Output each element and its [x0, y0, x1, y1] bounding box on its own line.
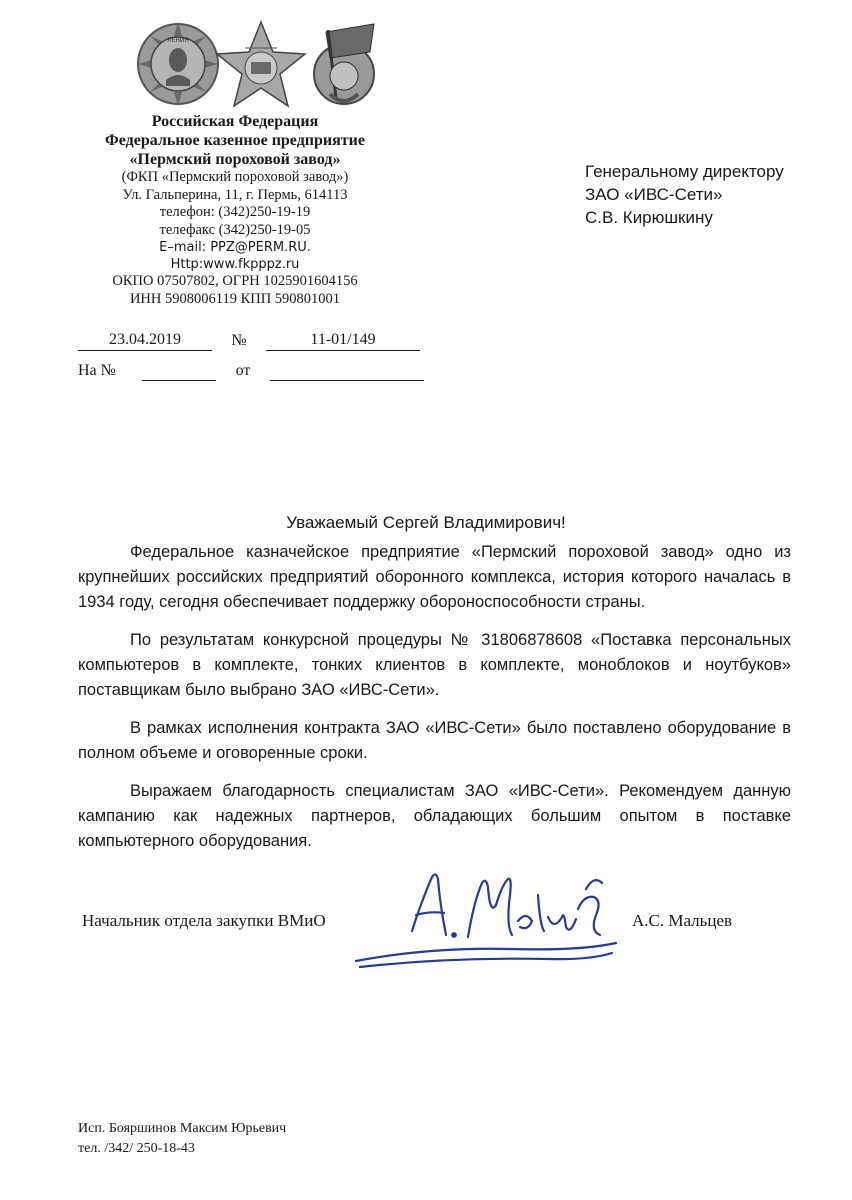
incoming-number-field: [142, 360, 216, 381]
executor-name: Исп. Бояршинов Максим Юрьевич: [78, 1121, 287, 1136]
letterhead-short-name: (ФКП «Пермский пороховой завод»): [121, 169, 349, 185]
letterhead: [40, 112, 430, 308]
order-of-lenin-icon: [138, 22, 218, 106]
body-paragraph-3: В рамках исполнения контракта ЗАО «ИВС-Сети» было поставлено оборудование в полном объеме и оговоренные сроки.: [78, 719, 791, 762]
order-of-red-star-icon: [217, 22, 305, 106]
letter-body: [78, 540, 791, 867]
letterhead-country: Российская Федерация: [151, 113, 319, 130]
addressee-company: ЗАО «ИВС-Сети»: [585, 185, 723, 204]
order-of-red-banner-icon: [314, 24, 374, 104]
order-emblem-text: ЛЕНИН: [167, 37, 189, 44]
incoming-date-label: от: [235, 362, 251, 379]
body-paragraph-2: По результатам конкурсной процедуры № 31806878608 «Поставка персональных компьютеров в комплекте, тонких клиентов в комплекте, моноблоков и ноутбуков» поставщикам было выбрано ЗАО «ИВС-Сети».: [78, 631, 791, 699]
incoming-reference: [78, 360, 424, 381]
addressee-name: С.В. Кирюшкину: [585, 208, 713, 227]
letterhead-okpo: ОКПО 07507802, ОГРН 1025901604156: [112, 273, 358, 289]
letterhead-website: Http:www.fkpppz.ru: [170, 257, 300, 272]
letterhead-email: E–mail: PPZ@PERM.RU.: [159, 240, 311, 255]
incoming-number-label: На №: [78, 362, 116, 379]
addressee-block: [585, 160, 835, 229]
signatory-title: Начальник отдела закупки ВМиО: [82, 911, 326, 930]
incoming-date-field: [270, 360, 424, 381]
orders-emblem-graphic: [130, 18, 392, 114]
executor-block: [78, 1119, 286, 1159]
handwritten-signature: [350, 865, 630, 975]
letterhead-address: Ул. Гальперина, 11, г. Пермь, 614113: [122, 186, 348, 203]
letter-date: 23.04.2019: [78, 330, 212, 351]
letterhead-phone: телефон: (342)250-19-19: [159, 204, 311, 220]
body-paragraph-1: Федеральное казначейское предприятие «Пермский пороховой завод» одно из крупнейших российских предприятий оборонного комплекса, история которого началась в 1934 году, сегодня обеспечивает поддержку обороноспособности страны.: [78, 543, 791, 611]
letterhead-org-type: Федеральное казенное предприятие: [105, 132, 365, 149]
letterhead-fax: телефакс (342)250-19-05: [159, 221, 311, 238]
signatory-name: А.С. Мальцев: [632, 911, 733, 930]
orders-emblem-row: [130, 18, 392, 114]
body-paragraph-4: Выражаем благодарность специалистам ЗАО «ИВС-Сети». Рекомендуем данную кампанию как надежных партнеров, обладающих большим опытом в поставке компьютерного оборудования.: [78, 782, 791, 850]
greeting: Уважаемый Сергей Владимирович!: [286, 513, 566, 532]
letter-number: 11-01/149: [266, 330, 420, 351]
outgoing-reference: [78, 330, 420, 351]
letterhead-org-name: «Пермский пороховой завод»: [129, 151, 341, 168]
letterhead-inn: ИНН 5908006119 КПП 590801001: [129, 290, 341, 307]
executor-phone: тел. /342/ 250-18-43: [78, 1141, 195, 1156]
addressee-position: Генеральному директору: [585, 162, 784, 181]
number-label: №: [231, 332, 247, 349]
